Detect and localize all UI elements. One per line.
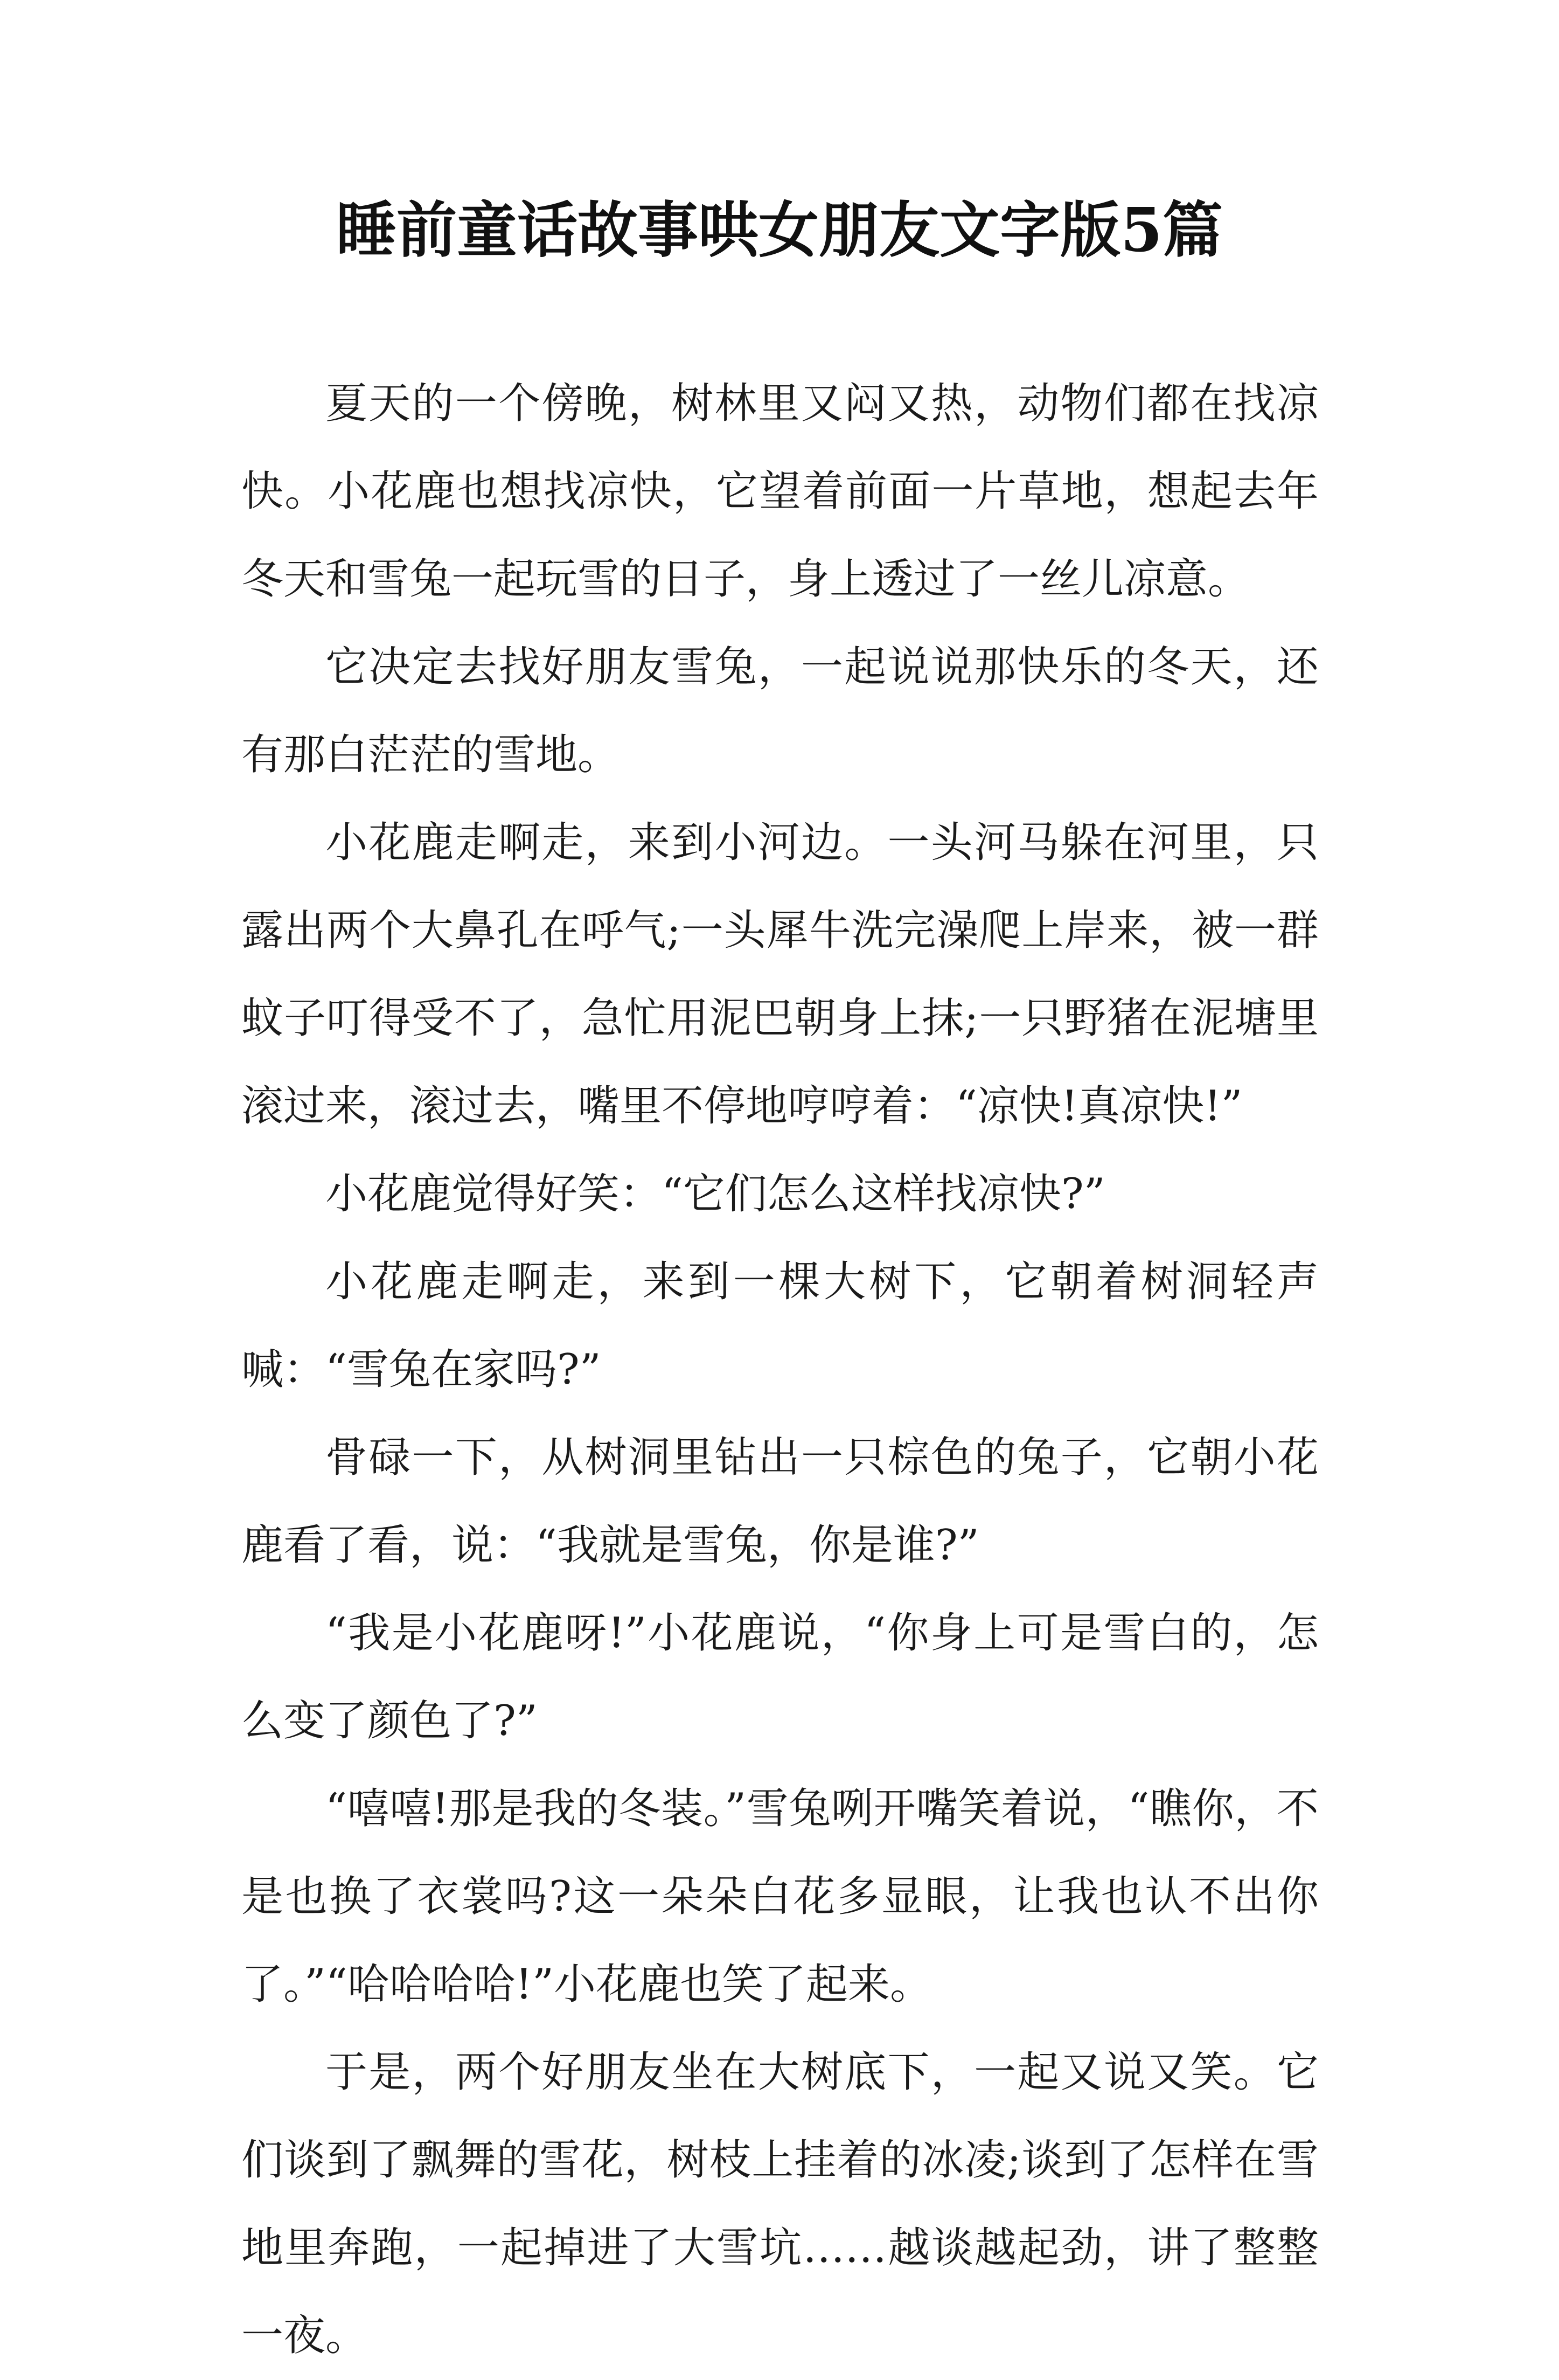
paragraph: “嘻嘻!那是我的冬装。”雪兔咧开嘴笑着说，“瞧你，不是也换了衣裳吗?这一朵朵白花多显眼，让我也认不出你了。”“哈哈哈哈!”小花鹿也笑了起来。 — [241, 1785, 1319, 2009]
document-title: 睡前童话故事哄女朋友文字版5篇 — [336, 195, 1223, 266]
paragraph: 于是，两个好朋友坐在大树底下，一起又说又笑。它们谈到了飘舞的雪花，树枝上挂着的冰凌;谈到了怎样在雪地里奔跑，一起掉进了大雪坑……越谈越起劲，讲了整整一夜。 — [241, 2048, 1319, 2360]
paragraph: 小花鹿走啊走，来到一棵大树下，它朝着树洞轻声喊：“雪兔在家吗?” — [241, 1258, 1319, 1394]
document-body — [241, 360, 1319, 2380]
paragraph: 夏天的一个傍晚，树林里又闷又热，动物们都在找凉快。小花鹿也想找凉快，它望着前面一片草地，想起去年冬天和雪兔一起玩雪的日子，身上透过了一丝儿凉意。 — [241, 379, 1319, 603]
paragraph: 小花鹿走啊走，来到小河边。一头河马躲在河里，只露出两个大鼻孔在呼气;一头犀牛洗完澡爬上岸来，被一群蚊子叮得受不了，急忙用泥巴朝身上抹;一只野猪在泥塘里滚过来，滚过去，嘴里不停地哼哼着：“凉快!真凉快!” — [241, 818, 1319, 1130]
paragraph: 它决定去找好朋友雪兔，一起说说那快乐的冬天，还有那白茫茫的雪地。 — [241, 643, 1319, 779]
paragraph: “我是小花鹿呀!”小花鹿说，“你身上可是雪白的，怎么变了颜色了?” — [241, 1609, 1319, 1745]
paragraph: 骨碌一下，从树洞里钻出一只棕色的兔子，它朝小花鹿看了看，说：“我就是雪兔，你是谁?” — [241, 1433, 1319, 1570]
paragraph: 小花鹿觉得好笑：“它们怎么这样找凉快?” — [325, 1170, 1105, 1218]
